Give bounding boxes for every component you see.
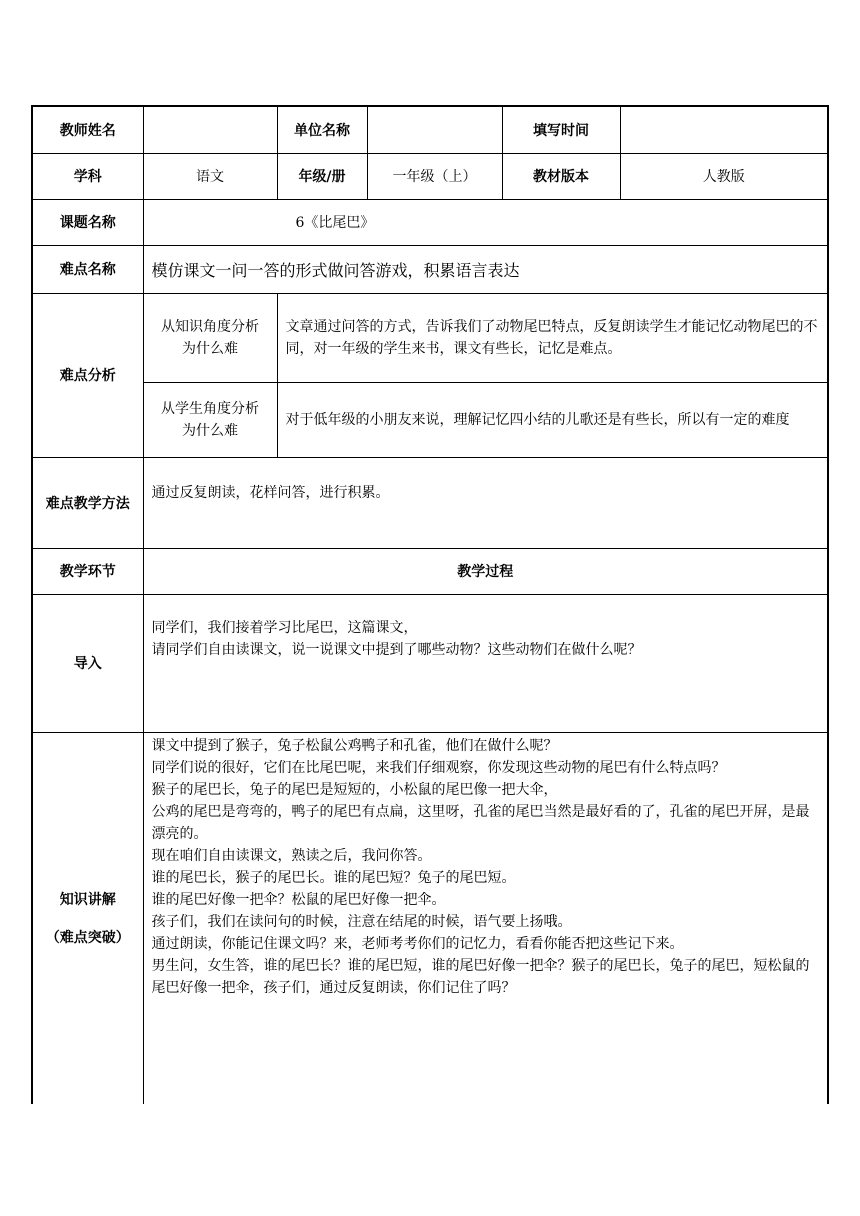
difficulty-analysis-label: 难点分析 [32, 293, 143, 457]
intro-label: 导入 [32, 594, 143, 732]
intro-line: 请同学们自由读课文，说一说课文中提到了哪些动物？这些动物们在做什么呢？ [151, 641, 642, 658]
student-angle-text: 对于低年级的小朋友来说，理解记忆四小结的儿歌还是有些长，所以有一定的难度 [277, 382, 828, 457]
knowledge-line: 公鸡的尾巴是弯弯的，鸭子的尾巴有点扁，这里呀，孔雀的尾巴当然是最好看的了，孔雀的尾巴开屏，是最漂亮的。 [151, 803, 810, 842]
row-process-header [32, 548, 828, 594]
student-angle-label-line-2: 为什么难 [182, 422, 238, 439]
knowledge-angle-label-line-2: 为什么难 [182, 340, 238, 357]
lesson-plan-table [31, 105, 829, 1104]
knowledge-line: 课文中提到了猴子，兔子松鼠公鸡鸭子和孔雀，他们在做什么呢？ [151, 737, 558, 754]
subject-value: 语文 [143, 153, 277, 199]
knowledge-explain-label [32, 732, 143, 1104]
knowledge-line: 猴子的尾巴长，兔子的尾巴是短短的，小松鼠的尾巴像一把大伞， [151, 781, 558, 798]
teaching-stage-label: 教学环节 [32, 548, 143, 594]
knowledge-angle-label-line-1: 从知识角度分析 [161, 318, 259, 335]
unit-name-label: 单位名称 [277, 106, 367, 153]
knowledge-line: 孩子们，我们在读问句的时候，注意在结尾的时候，语气要上扬哦。 [151, 913, 572, 930]
student-angle-label-line-1: 从学生角度分析 [161, 400, 259, 417]
knowledge-explain-label-line-2: （难点突破） [45, 930, 130, 947]
intro-line: 同学们，我们接着学习比尾巴，这篇课文， [151, 619, 418, 636]
row-teaching-method [32, 457, 828, 548]
teaching-process-label: 教学过程 [143, 548, 828, 594]
row-intro [32, 594, 828, 732]
knowledge-line: 谁的尾巴长，猴子的尾巴长。谁的尾巴短？兔子的尾巴短。 [151, 869, 516, 886]
intro-content [143, 594, 828, 732]
fill-date-label: 填写时间 [502, 106, 620, 153]
row-analysis-student [32, 382, 828, 457]
edition-value: 人教版 [620, 153, 828, 199]
teaching-method-text: 通过反复朗读，花样问答，进行积累。 [143, 457, 828, 548]
difficulty-name-value: 模仿课文一问一答的形式做问答游戏，积累语言表达 [143, 245, 828, 293]
teaching-method-label: 难点教学方法 [32, 457, 143, 548]
knowledge-line: 男生问，女生答，谁的尾巴长？谁的尾巴短，谁的尾巴好像一把伞？猴子的尾巴长，兔子的尾巴，短松鼠的尾巴好像一把伞，孩子们，通过反复朗读，你们记住了吗？ [151, 957, 810, 996]
knowledge-line: 现在咱们自由读课文，熟读之后，我问你答。 [151, 847, 432, 864]
knowledge-line: 通过朗读，你能记住课文吗？来，老师考考你们的记忆力，看看你能否把这些记下来。 [151, 935, 684, 952]
knowledge-explain-label-line-1: 知识讲解 [59, 892, 116, 909]
student-angle-label [143, 382, 277, 457]
row-difficulty-name [32, 245, 828, 293]
fill-date-value [620, 106, 828, 153]
row-analysis-knowledge [32, 293, 828, 382]
unit-name-value [367, 106, 502, 153]
knowledge-angle-label [143, 293, 277, 382]
knowledge-angle-text: 文章通过问答的方式，告诉我们了动物尾巴特点，反复朗读学生才能记忆动物尾巴的不同，对一年级的学生来书，课文有些长，记忆是难点。 [277, 293, 828, 382]
lesson-title-label: 课题名称 [32, 199, 143, 245]
row-knowledge [32, 732, 828, 1104]
row-header-teacher [32, 106, 828, 153]
row-lesson-title [32, 199, 828, 245]
grade-value: 一年级（上） [367, 153, 502, 199]
lesson-title-value: 6《比尾巴》 [143, 199, 828, 245]
row-header-subject [32, 153, 828, 199]
knowledge-explain-content [143, 732, 828, 1104]
difficulty-name-label: 难点名称 [32, 245, 143, 293]
subject-label: 学科 [32, 153, 143, 199]
grade-label: 年级/册 [277, 153, 367, 199]
teacher-name-value [143, 106, 277, 153]
teacher-name-label: 教师姓名 [32, 106, 143, 153]
knowledge-line: 同学们说的很好，它们在比尾巴呢，来我们仔细观察，你发现这些动物的尾巴有什么特点吗？ [151, 759, 726, 776]
knowledge-line: 谁的尾巴好像一把伞？松鼠的尾巴好像一把伞。 [151, 891, 446, 908]
edition-label: 教材版本 [502, 153, 620, 199]
